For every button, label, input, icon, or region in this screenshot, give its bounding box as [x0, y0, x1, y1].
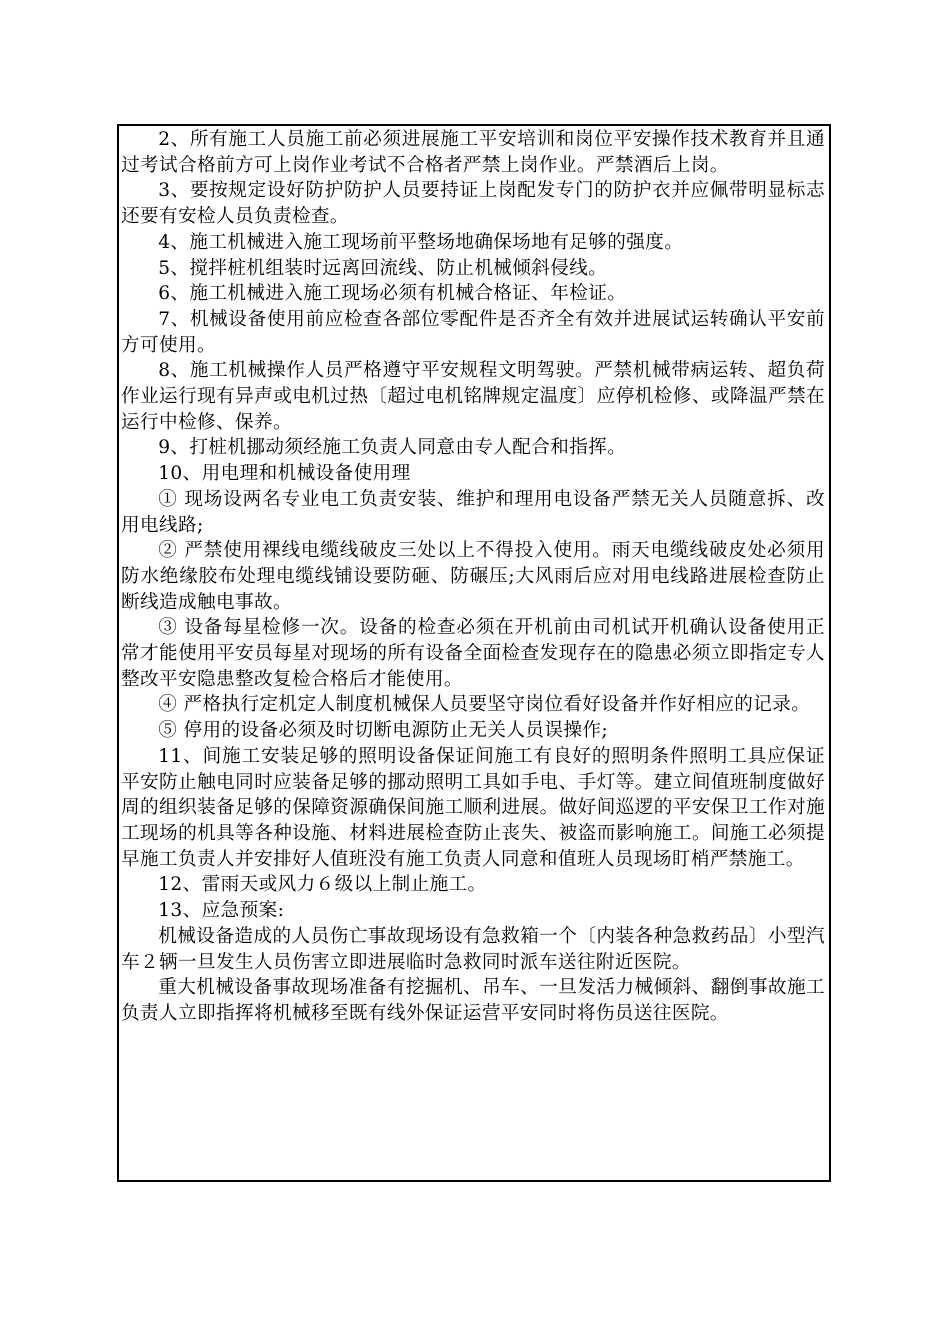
paragraph-subitem-4-assignment: ④ 严格执行定机定人制度机械保人员要坚守岗位看好设备并作好相应的记录。 [158, 694, 811, 716]
paragraph-item-11-night-work: 11、间施工安装足够的照明设备保证间施工有良好的照明条件照明工具应保证平安防止触电同时应装备足够的挪动照明工具如手电、手灯等。建立间值班制度做好周的组织装备足够的保障资源确保间施工顺利进展。做好间巡逻的平安保卫工作对施工现场的机具等各种设施、材料进展检查防止丧失、被盗而影响施工。间施工必须提早施工负责人并安排好人值班没有施工负责人同意和值班人员现场盯梢严禁施工。 [121, 745, 825, 870]
paragraph-item-10-heading: 10、用电理和机械设备使用理 [158, 463, 411, 485]
paragraph-item-12-weather: 12、雷雨天或风力６级以上制止施工。 [158, 874, 487, 896]
paragraph-emergency-major-accident: 重大机械设备事故现场准备有挖掘机、吊车、一旦发活力械倾斜、翻倒事故施工负责人立即指挥将机械移至既有线外保证运营平安同时将伤员送往医院。 [121, 977, 825, 1024]
paragraph-item-5-pile-assembly: 5、搅拌桩机组装时远离回流线、防止机械倾斜侵线。 [158, 257, 608, 279]
paragraph-subitem-1-electricians: ① 现场设两名专业电工负责安装、维护和理用电设备严禁无关人员随意拆、改用电线路; [121, 488, 825, 536]
paragraph-item-2-training: 2、所有施工人员施工前必须进展施工平安培训和岗位平安操作技术教育并且通过考试合格前方可上岗作业考试不合格者严禁上岗作业。严禁酒后上岗。 [121, 129, 825, 176]
paragraph-emergency-casualty: 机械设备造成的人员伤亡事故现场设有急救箱一个〔内装各种急救药品〕小型汽车２辆一旦发生人员伤害立即进展临时急救同时派车送往附近医院。 [121, 925, 825, 973]
document-frame [117, 124, 831, 1182]
paragraph-item-13-emergency-heading: 13、应急预案: [158, 900, 285, 922]
paragraph-subitem-3-inspection: ③ 设备每星检修一次。设备的检查必须在开机前由司机试开机确认设备使用正常才能使用平安员每星对现场的所有设备全面检查发现存在的隐患必须立即指定专人整改平安隐患整改复检合格后才能使用。 [121, 617, 825, 690]
paragraph-item-8-operation-rules: 8、施工机械操作人员严格遵守平安规程文明驾驶。严禁机械带病运转、超负荷作业运行现有异声或电机过热〔超过电机铭牌规定温度〕应停机检修、或降温严禁在运行中检修、保养。 [121, 360, 825, 433]
paragraph-item-4-site-leveling: 4、施工机械进入施工现场前平整场地确保场地有足够的强度。 [158, 231, 684, 253]
paragraph-item-3-protection: 3、要按规定设好防护防护人员要持证上岗配发专门的防护衣并应佩带明显标志还要有安检人员负责检查。 [121, 180, 825, 228]
paragraph-item-7-pre-use-check: 7、机械设备使用前应检查各部位零配件是否齐全有效并进展试运转确认平安前方可使用。 [121, 308, 825, 356]
paragraph-item-9-pile-movement: 9、打桩机挪动须经施工负责人同意由专人配合和指挥。 [158, 437, 627, 459]
paragraph-item-6-certificates: 6、施工机械进入施工现场必须有机械合格证、年检证。 [158, 283, 627, 305]
paragraph-subitem-2-cables: ② 严禁使用裸线电缆线破皮三处以上不得投入使用。雨天电缆线破皮处必须用防水绝缘胶布处理电缆线铺设要防砸、防碾压;大风雨后应对用电线路进展检查防止断线造成触电事故。 [121, 540, 825, 613]
paragraph-subitem-5-power-off: ⑤ 停用的设备必须及时切断电源防止无关人员误操作; [158, 720, 609, 742]
